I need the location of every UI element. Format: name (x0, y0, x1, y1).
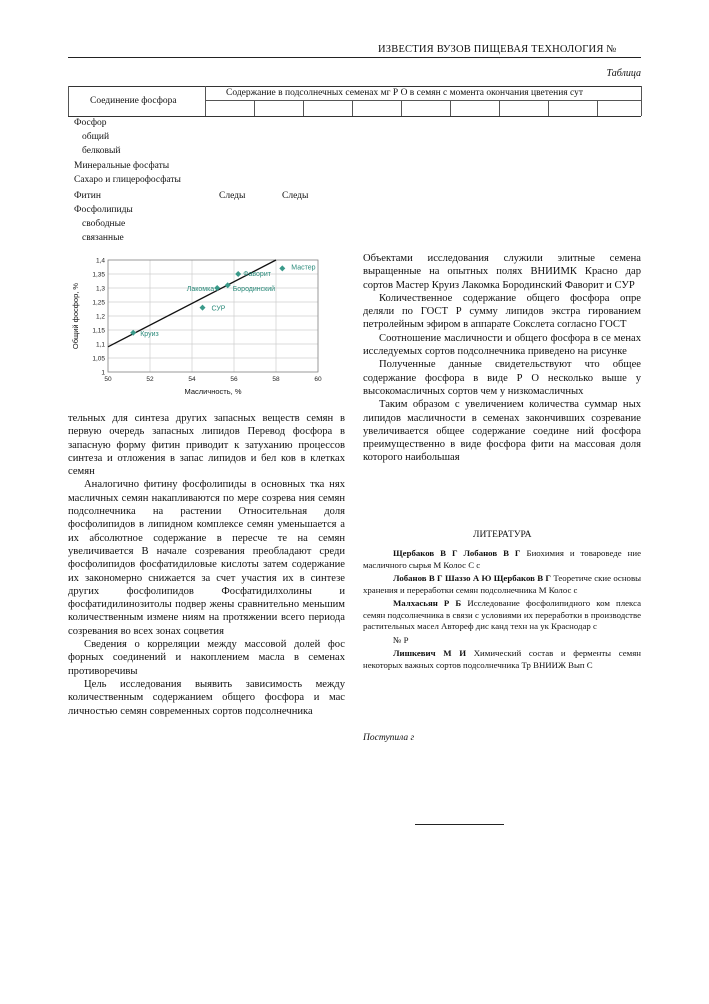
table-row-label: связанные (82, 233, 124, 243)
data-point (200, 305, 206, 311)
table-vline (641, 86, 642, 116)
paragraph: Полученные данные свидетельствуют что общее содержание фосфора в виде Р О несколько выше у высокомасличных сортов чем у низкомасличных (363, 359, 641, 397)
table-row-label: Фосфолипиды (74, 205, 133, 215)
data-point-label: Мастер (291, 264, 316, 272)
y-tick-label: 1,4 (95, 257, 105, 265)
table-cell-traces: Следы (282, 191, 309, 201)
x-tick-label: 54 (188, 376, 196, 383)
y-tick-label: 1,15 (92, 327, 105, 335)
x-tick-label: 60 (314, 376, 322, 383)
table-row-label: общий (82, 132, 110, 142)
y-tick-label: 1,1 (95, 341, 105, 349)
table-vline (548, 100, 549, 116)
data-point-label: СУР (211, 305, 226, 313)
reference-entry: Лобанов В Г Шаззо А Ю Щербаков В Г Теоретиче ские основы хранения и переработки семян подсолнечника М Колос с (363, 573, 642, 595)
y-tick-label: 1,35 (92, 271, 105, 279)
table-vline (597, 100, 598, 116)
table-row-label: Сахаро и глицерофосфаты (74, 175, 181, 185)
header-rule (68, 57, 641, 58)
data-point (214, 285, 220, 291)
end-rule (415, 824, 504, 825)
reference-entry: № Р (393, 634, 409, 645)
table-top-rule (68, 86, 641, 87)
reference-entry: Малхасьян Р Б Исследование фосфолипидного ком плекса семян подсолнечника в связи с условиями их переработки в производстве растительных масел Автореф дис канд техн на ук Краснодар с (363, 598, 641, 631)
table-vline (401, 100, 402, 116)
paragraph: Таким образом с увеличением количества суммар ных липидов масличности в семенах закончивших созревание увеличивается общее содержание соедине ний фосфора преимущественно в виде фосфора фити на массовая доля которого наибольшая (363, 399, 641, 464)
table-header-content: Содержание в подсолнечных семенах мг Р О в семян с момента окончания цветения сут (226, 88, 584, 98)
x-tick-label: 56 (230, 376, 238, 383)
table-label: Таблица (606, 68, 641, 79)
table-vline (499, 100, 500, 116)
paragraph: тельных для синтеза других запасных веществ семян в первую очередь запасных липидов Перевод фосфора в запасную форму фитин приводит к затуханию процессов синтеза и отложения в запас липидов и бел ков в клетках семян (68, 413, 345, 478)
table-vline (352, 100, 353, 116)
y-axis-label: Общий фосфор, % (71, 282, 80, 350)
data-point (279, 265, 285, 271)
paragraph: Количественное содержание общего фосфора опре деляли по ГОСТ Р сумму липидов экстра гированием петролейным эфиром в аппарате Сокслета согласно ГОСТ (363, 292, 641, 331)
y-tick-label: 1,2 (95, 313, 105, 321)
y-tick-label: 1,3 (95, 285, 105, 293)
x-tick-label: 58 (272, 376, 280, 383)
reference-list (363, 548, 641, 673)
received-date: Поступила г (363, 733, 415, 743)
x-tick-label: 50 (104, 376, 112, 383)
data-point-label: Бородинский (232, 286, 276, 294)
paragraph: Аналогично фитину фосфолипиды в основных тка нях масличных семян накапливаются по мере созрева ния семян подсолнечника на растении Относительная доля фосфолипидов в липидном комплексе семян уменьшается а их абсолютное содержание в пересче те на семян увеличивается В начале созревания преобладают среди фосфолипидов фосфатидиловые кислоты затем содержание их закономерно снижается за счет участия их в синтезе других фосфолипидов Фосфатидилхолины и фосфатидилинозитолы подвер жены сравнительно меньшим количественным измене ниям на протяжении всего периода созревания во всех зонах соцветия (68, 479, 345, 637)
data-point-label: Круиз (140, 330, 159, 338)
table-vline (303, 100, 304, 116)
table-vline (68, 86, 69, 116)
table-row-label: Минеральные фосфаты (74, 161, 170, 171)
table-row-label: белковый (82, 146, 121, 156)
table-header-compound: Соединение фосфора (90, 96, 177, 106)
reference-entry: Лишкевич М И Химический состав и ферменты семян некоторых важных сортов подсолнечника Тр ВНИИЖ Вып С (363, 648, 641, 670)
table-vline (254, 100, 255, 116)
table-row-label: свободные (82, 219, 126, 229)
table-cell-traces: Следы (219, 191, 246, 201)
table-vline (450, 100, 451, 116)
paragraph: Цель исследования выявить зависимость между количественным содержанием общего фосфора и мас личностью семян современных сортов подсолнечника (68, 678, 345, 717)
paragraph: Соотношение масличности и общего фосфора в се менах исследуемых сортов подсолнечника приведено на рисунке (363, 332, 641, 358)
y-tick-label: 1 (101, 369, 105, 377)
data-point-label: Фаворит (243, 271, 271, 278)
data-point (225, 282, 231, 288)
right-column-text (363, 252, 641, 465)
data-point (235, 271, 241, 277)
x-tick-label: 52 (146, 376, 154, 383)
paragraph: Объектами исследования служили элитные семена выращенные на опытных полях ВНИИМК Красно дар сортов Мастер Круиз Лакомка Бородинский Фаворит и СУР (363, 253, 641, 291)
left-column-text (68, 412, 345, 718)
x-axis-label: Масличность, % (184, 387, 242, 396)
table-vline (205, 86, 206, 116)
y-tick-label: 1,25 (92, 299, 105, 307)
table-header-rule (205, 100, 641, 101)
table-row-label: Фитин (74, 191, 101, 201)
journal-header: ИЗВЕСТИЯ ВУЗОВ ПИЩЕВАЯ ТЕХНОЛОГИЯ № (378, 44, 617, 55)
paragraph: Сведения о корреляции между массовой долей фос форных соединений и накоплением масла в семенах противоречивы (68, 639, 345, 677)
table-row-label: Фосфор (74, 118, 107, 128)
table-bottom-rule (68, 116, 641, 117)
data-point-label: Лакомка (186, 286, 215, 293)
y-tick-label: 1,05 (92, 355, 105, 363)
scatter-chart (68, 252, 328, 398)
reference-entry: Щербаков В Г Лобанов В Г Биохимия и товароведе ние масличного сырья М Колос С с (363, 548, 642, 570)
